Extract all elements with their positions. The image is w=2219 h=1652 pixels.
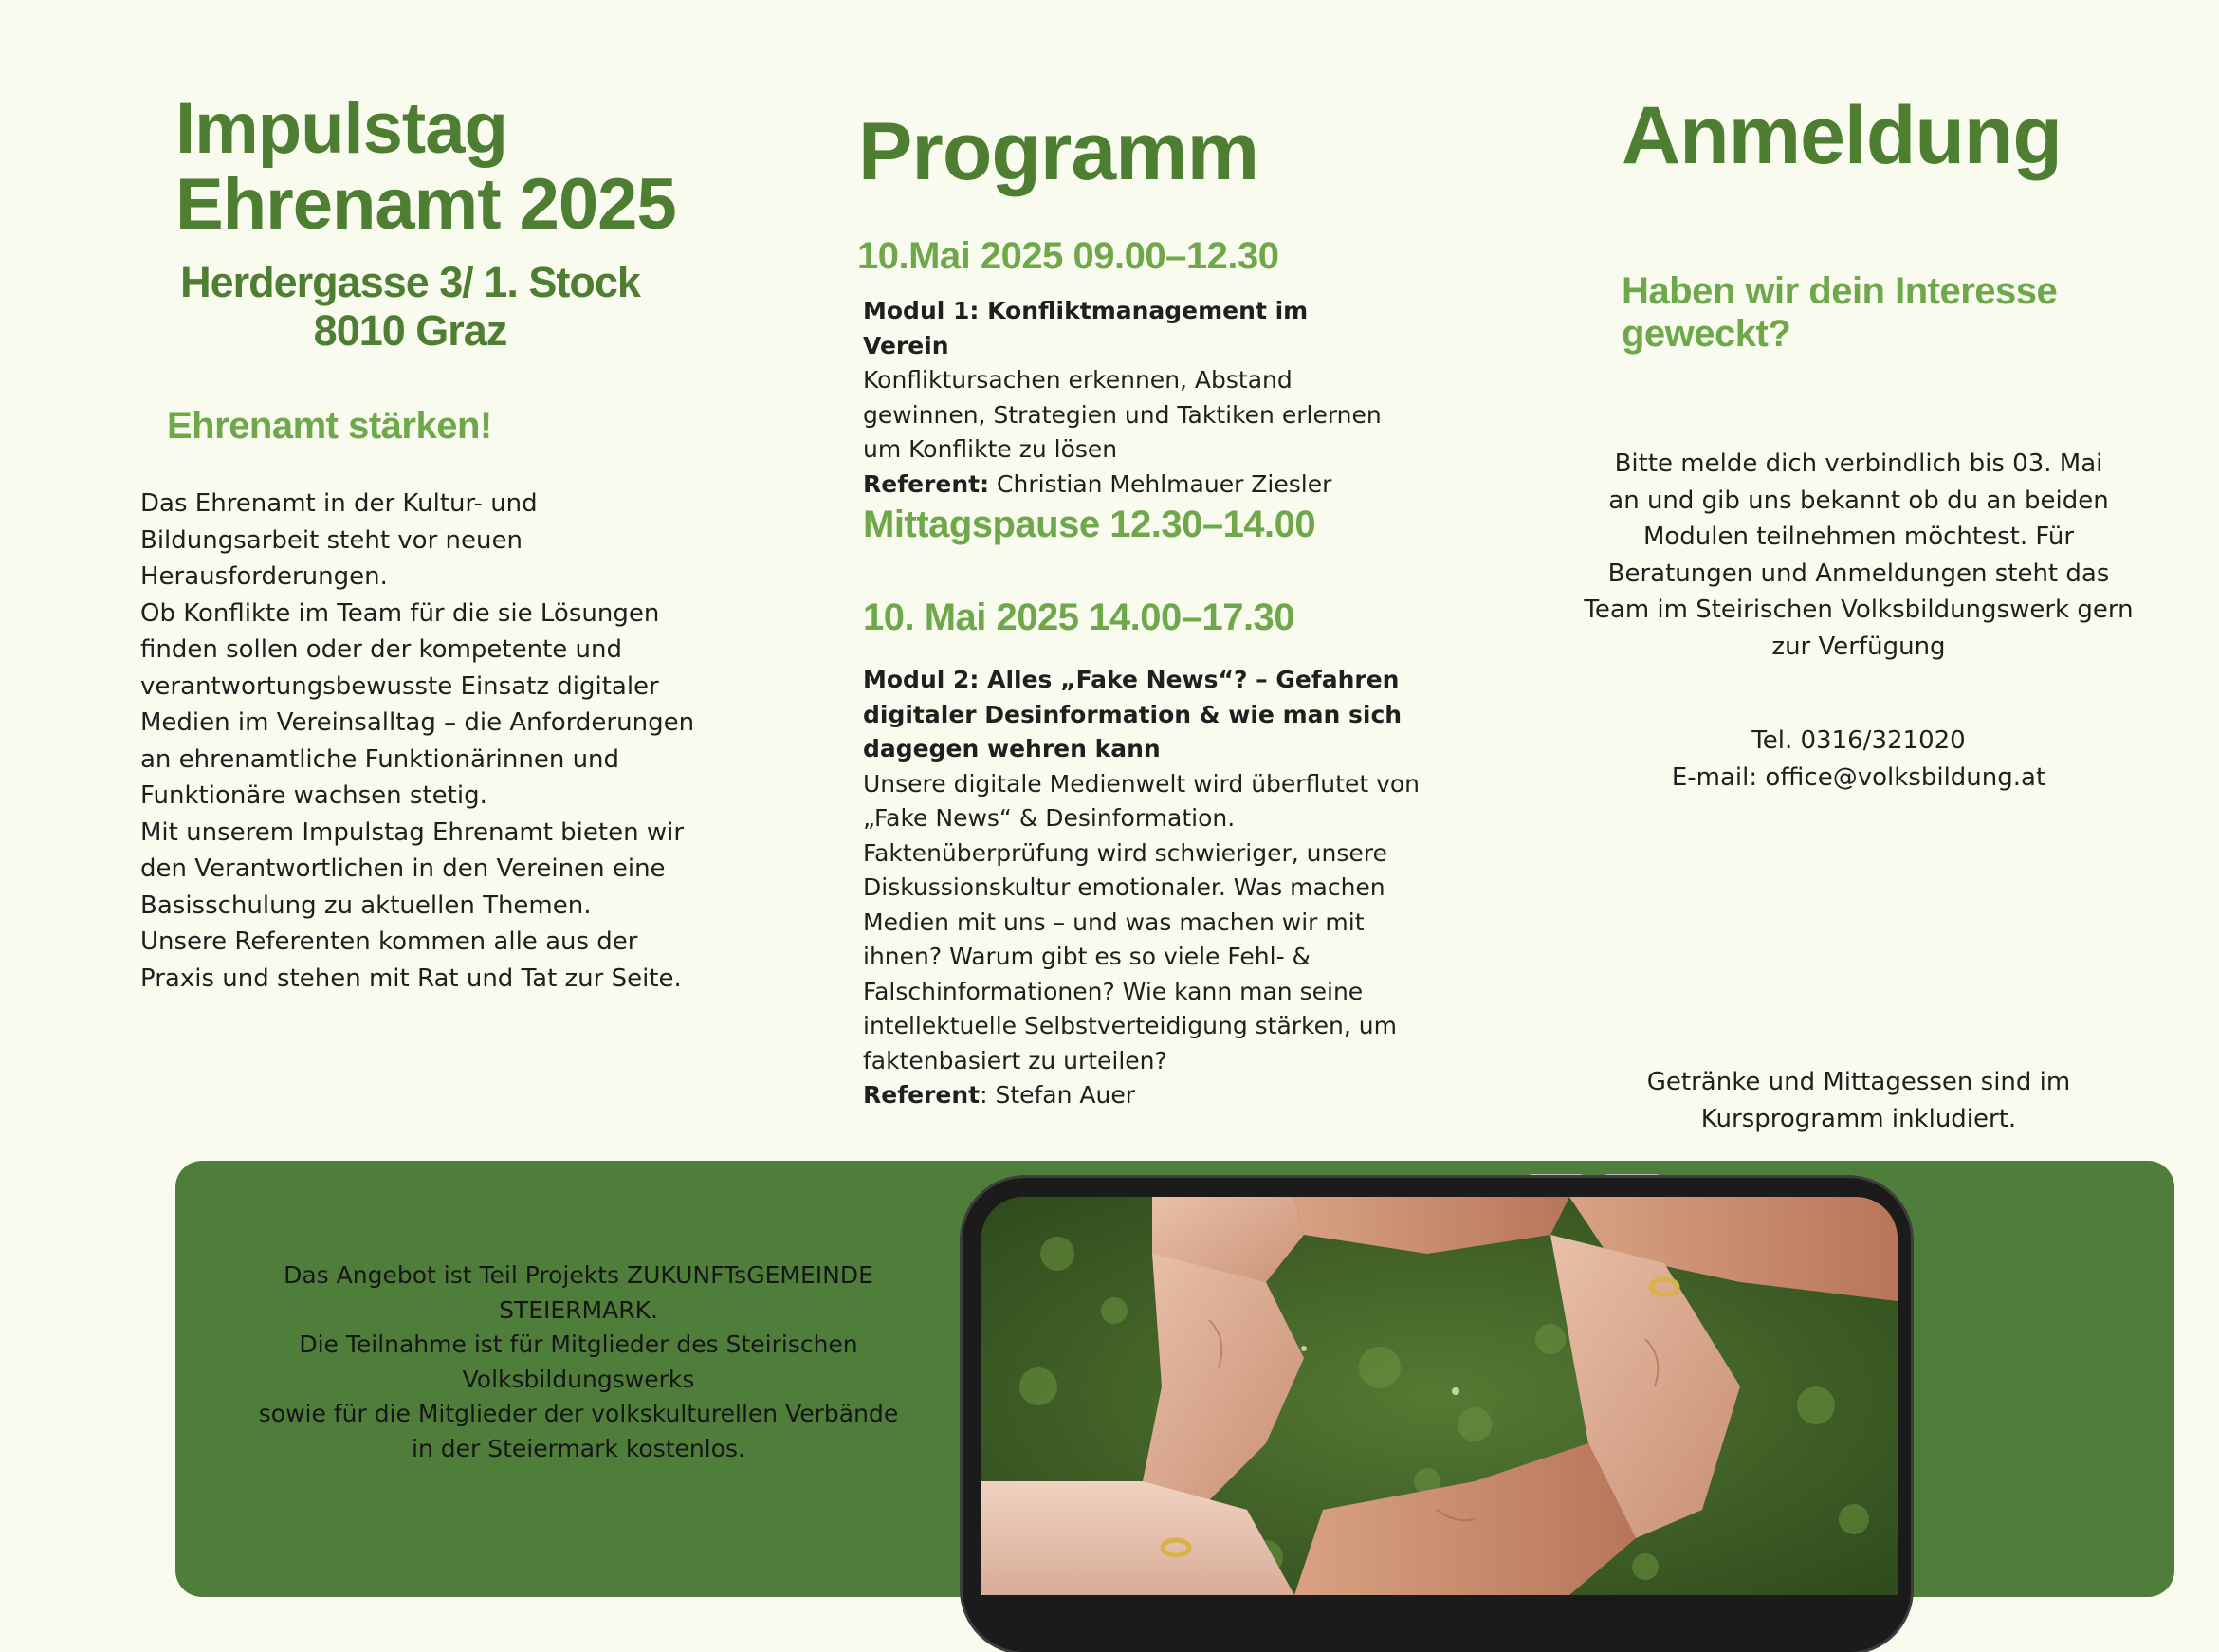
intro-line: Praxis und stehen mit Rat und Tat zur Seite.	[140, 964, 682, 993]
module2-description-line: Faktenüberprüfung wird schwieriger, unsere	[863, 838, 1387, 867]
address-street: Herdergasse 3/ 1. Stock	[180, 258, 640, 306]
slot-afternoon-heading: 10. Mai 2025 14.00–17.30	[863, 597, 1295, 638]
intro-line: Medien im Vereinsalltag – die Anforderungen	[140, 708, 695, 737]
intro-line: Mit unserem Impulstag Ehrenamt bieten wir	[140, 817, 685, 847]
intro-line: Funktionäre wachsen stetig.	[140, 781, 487, 810]
module2-title-line: digitaler Desinformation & wie man sich	[863, 700, 1403, 728]
module1-title: Modul 1: Konfliktmanagement im Verein	[863, 297, 1309, 359]
hands-circle-photo	[981, 1197, 1898, 1595]
interest-question-line: Haben wir dein Interesse	[1622, 270, 2058, 312]
address-city: 8010 Graz	[313, 306, 507, 355]
intro-line: Herausforderungen.	[140, 562, 388, 591]
intro-line: verantwortungsbewusste Einsatz digitaler	[140, 671, 659, 701]
module2-speaker-label: Referent	[863, 1081, 981, 1109]
intro-line: Unsere Referenten kommen alle aus der	[140, 927, 638, 956]
footer-text	[228, 1258, 929, 1466]
intro-line: Das Ehrenamt in der Kultur- und	[140, 489, 538, 518]
program-title: Programm	[858, 106, 1259, 197]
registration-line: Beratungen und Anmeldungen steht das	[1607, 559, 2110, 588]
registration-line: Team im Steirischen Volksbildungswerk gern	[1584, 596, 2134, 624]
event-title	[175, 88, 676, 245]
event-title-line1: Impulstag	[175, 88, 507, 169]
catering-note-line: Getränke und Mittagessen sind im	[1646, 1068, 2071, 1096]
module2-description-line: intellektuelle Selbstverteidigung stärken, um	[863, 1012, 1397, 1039]
module2-block	[863, 663, 1422, 1113]
interest-question-line: geweckt?	[1622, 313, 1791, 355]
module2-description-line: Falschinformationen? Wie kann man seine	[863, 977, 1364, 1005]
module1-description-line: Konfliktursachen erkennen, Abstand	[863, 366, 1293, 394]
module1-description-line: um Konflikte zu lösen	[863, 435, 1118, 463]
email-address[interactable]: E-mail: office@volksbildung.at	[1671, 762, 2046, 792]
event-address	[142, 258, 678, 355]
footer-line: Das Angebot ist Teil Projekts ZUKUNFTsGEMEINDE	[284, 1261, 873, 1289]
hands-photo-illustration	[981, 1197, 1898, 1595]
module2-description-line: Medien mit uns – und was machen wir mit	[863, 908, 1365, 936]
footer-line: STEIERMARK.	[499, 1295, 658, 1324]
catering-note	[1574, 1064, 2143, 1137]
footer-line: Die Teilnahme ist für Mitglieder des Steirischen	[299, 1331, 858, 1358]
catering-note-line: Kursprogramm inkludiert.	[1700, 1104, 2017, 1133]
registration-text	[1574, 446, 2143, 665]
lunch-break-heading: Mittagspause 12.30–14.00	[863, 504, 1316, 545]
registration-line: an und gib uns bekannt ob du an beiden	[1608, 486, 2109, 515]
module2-description-line: „Fake News“ & Desinformation.	[863, 804, 1236, 832]
module2-description-line: ihnen? Warum gibt es so viele Fehl- &	[863, 943, 1311, 970]
interest-question	[1622, 270, 2057, 356]
event-title-line2: Ehrenamt 2025	[175, 164, 676, 245]
intro-line: an ehrenamtliche Funktionärinnen und	[140, 744, 620, 774]
slogan: Ehrenamt stärken!	[167, 405, 492, 447]
module1-speaker: Christian Mehlmauer Ziesler	[989, 469, 1332, 498]
module2-description-line: faktenbasiert zu urteilen?	[863, 1046, 1167, 1074]
module2-description-line: Unsere digitale Medienwelt wird überflutet von	[863, 769, 1421, 798]
intro-line: Bildungsarbeit steht vor neuen	[140, 525, 523, 555]
registration-line: Bitte melde dich verbindlich bis 03. Mai	[1614, 450, 2103, 478]
intro-line: Basisschulung zu aktuellen Themen.	[140, 890, 592, 920]
module2-speaker: : Stefan Auer	[980, 1081, 1136, 1109]
intro-text	[140, 486, 709, 997]
intro-line: Ob Konflikte im Team für die sie Lösungen	[140, 598, 660, 628]
registration-line: Modulen teilnehmen möchtest. Für	[1642, 523, 2075, 551]
phone-number: Tel. 0316/321020	[1751, 726, 1966, 755]
registration-title: Anmeldung	[1622, 90, 2062, 181]
registration-line: zur Verfügung	[1771, 632, 1946, 661]
slot-morning-heading: 10.Mai 2025 09.00–12.30	[857, 235, 1279, 277]
module1-block	[863, 294, 1394, 502]
module2-title-line: Modul 2: Alles „Fake News“? – Gefahren	[863, 666, 1400, 693]
module1-description-line: gewinnen, Strategien und Taktiken erlernen	[863, 400, 1382, 429]
footer-line: Volksbildungswerks	[462, 1365, 695, 1393]
footer-line: in der Steiermark kostenlos.	[412, 1434, 745, 1462]
module2-title-line: dagegen wehren kann	[863, 735, 1161, 762]
module2-description-line: Diskussionskultur emotionaler. Was machen	[863, 873, 1385, 901]
footer-line: sowie für die Mitglieder der volkskulturellen Verbände	[258, 1400, 899, 1427]
intro-line: finden sollen oder der kompetente und	[140, 635, 623, 664]
intro-line: den Verantwortlichen in den Vereinen eine	[140, 854, 666, 883]
module1-speaker-label: Referent:	[863, 469, 990, 498]
contact-block	[1574, 723, 2143, 796]
